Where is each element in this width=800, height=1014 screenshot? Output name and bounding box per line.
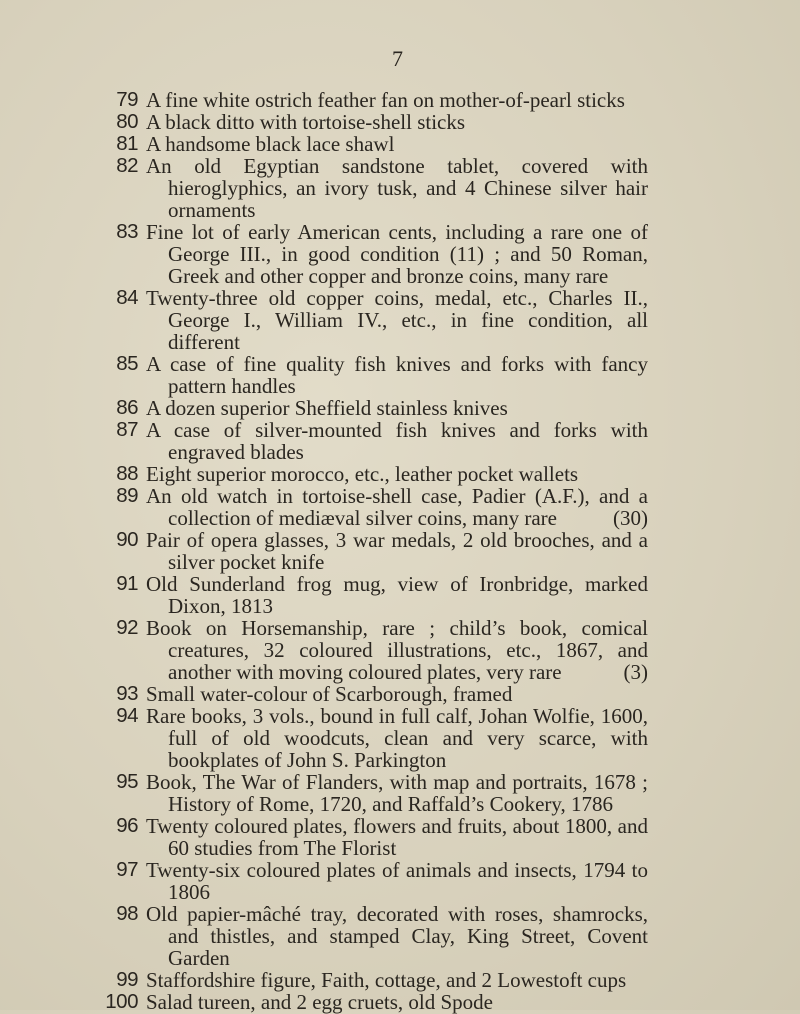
lot-description	[146, 485, 648, 529]
lot-number: 97	[116, 858, 138, 881]
lot-number: 83	[116, 220, 138, 243]
lot-entry	[0, 419, 800, 463]
lot-count: (3)	[623, 660, 648, 684]
lot-entry	[0, 287, 800, 353]
catalogue-list	[0, 89, 800, 1013]
lot-entry	[0, 573, 800, 617]
lot-description	[146, 573, 648, 617]
lot-description	[146, 221, 648, 287]
lot-description	[146, 859, 648, 903]
lot-description	[146, 969, 648, 991]
lot-description	[146, 419, 648, 463]
lot-entry	[0, 859, 800, 903]
lot-text: Eight superior morocco, etc., leather pocket wallets	[146, 462, 579, 486]
lot-entry	[0, 89, 800, 111]
lot-entry	[0, 221, 800, 287]
lot-text: Salad tureen, and 2 egg cruets, old Spode	[146, 990, 493, 1014]
lot-number: 86	[116, 396, 138, 419]
lot-entry	[0, 353, 800, 397]
lot-description	[146, 903, 648, 969]
lot-text: Small water-colour of Scarborough, framed	[146, 682, 513, 706]
lot-text: A case of fine quality fish knives and forks with fancy pattern handles	[146, 352, 648, 398]
lot-number: 91	[116, 572, 138, 595]
lot-text: Book, The War of Flanders, with map and portraits, 1678 ; History of Rome, 1720, and Raffald’s Cookery, 1786	[146, 770, 648, 816]
lot-number: 94	[116, 704, 138, 727]
lot-number: 98	[116, 902, 138, 925]
lot-entry	[0, 969, 800, 991]
lot-number: 82	[116, 154, 138, 177]
lot-number: 92	[116, 616, 138, 639]
lot-text: Twenty-three old copper coins, medal, etc., Charles II., George I., William IV., etc., in fine condition, all different	[146, 286, 648, 354]
lot-text: A dozen superior Sheffield stainless knives	[146, 396, 508, 420]
lot-number: 87	[116, 418, 138, 441]
lot-description	[146, 529, 648, 573]
lot-entry	[0, 133, 800, 155]
lot-text: Pair of opera glasses, 3 war medals, 2 old brooches, and a silver pocket knife	[146, 528, 648, 574]
lot-description	[146, 463, 648, 485]
lot-description	[146, 287, 648, 353]
lot-number: 90	[116, 528, 138, 551]
lot-description	[146, 815, 648, 859]
lot-number: 79	[116, 88, 138, 111]
lot-entry	[0, 683, 800, 705]
lot-text: A handsome black lace shawl	[146, 132, 395, 156]
lot-entry	[0, 485, 800, 529]
lot-text: Old Sunderland frog mug, view of Ironbridge, marked Dixon, 1813	[146, 572, 648, 618]
lot-entry	[0, 903, 800, 969]
lot-text: Twenty coloured plates, flowers and fruits, about 1800, and 60 studies from The Florist	[146, 814, 648, 860]
lot-description	[146, 705, 648, 771]
lot-number: 93	[116, 682, 138, 705]
lot-text: A black ditto with tortoise-shell sticks	[146, 110, 466, 134]
lot-entry	[0, 397, 800, 419]
lot-entry	[0, 815, 800, 859]
lot-description	[146, 111, 648, 133]
lot-entry	[0, 617, 800, 683]
lot-text: Fine lot of early American cents, including a rare one of George III., in good condition (11) ; and 50 Roman, Greek and other copper and bronze coins, many rare	[146, 220, 648, 288]
lot-text: Old papier-mâché tray, decorated with roses, shamrocks, and thistles, and stamped Clay, King Street, Covent Garden	[146, 902, 648, 970]
lot-text: An old watch in tortoise-shell case, Padier (A.F.), and a collection of mediæval silver coins, many rare	[146, 484, 648, 530]
lot-description	[146, 683, 648, 705]
lot-number: 80	[116, 110, 138, 133]
lot-entry	[0, 463, 800, 485]
lot-number: 95	[116, 770, 138, 793]
lot-entry	[0, 155, 800, 221]
page-number: 7	[392, 46, 403, 71]
lot-number: 81	[116, 132, 138, 155]
lot-number: 100	[105, 990, 138, 1013]
lot-entry	[0, 771, 800, 815]
lot-description	[146, 155, 648, 221]
lot-text: An old Egyptian sandstone tablet, covered with hieroglyphics, an ivory tusk, and 4 Chinese silver hair ornaments	[146, 154, 648, 222]
lot-text: Book on Horsemanship, rare ; child’s book, comical creatures, 32 coloured illustrations, etc., 1867, and another with moving coloured plates, very rare	[146, 616, 648, 684]
lot-description	[146, 133, 648, 155]
lot-entry	[0, 705, 800, 771]
lot-number: 99	[116, 968, 138, 991]
lot-description	[146, 617, 648, 683]
lot-count: (30)	[613, 506, 648, 530]
lot-text: Staffordshire figure, Faith, cottage, and 2 Lowestoft cups	[146, 968, 627, 992]
lot-text: A fine white ostrich feather fan on mother-of-pearl sticks	[146, 88, 625, 112]
lot-description	[146, 89, 648, 111]
lot-description	[146, 353, 648, 397]
lot-entry	[0, 111, 800, 133]
lot-entry	[0, 529, 800, 573]
lot-text: A case of silver-mounted fish knives and forks with engraved blades	[146, 418, 648, 464]
lot-number: 88	[116, 462, 138, 485]
lot-number: 85	[116, 352, 138, 375]
lot-number: 89	[116, 484, 138, 507]
lot-description	[146, 771, 648, 815]
lot-text: Twenty-six coloured plates of animals and insects, 1794 to 1806	[146, 858, 648, 904]
lot-text: Rare books, 3 vols., bound in full calf, Johan Wolfie, 1600, full of old woodcuts, clean and very scarce, with bookplates of John S. Parkington	[146, 704, 648, 772]
lot-number: 84	[116, 286, 138, 309]
lot-description	[146, 397, 648, 419]
lot-number: 96	[116, 814, 138, 837]
